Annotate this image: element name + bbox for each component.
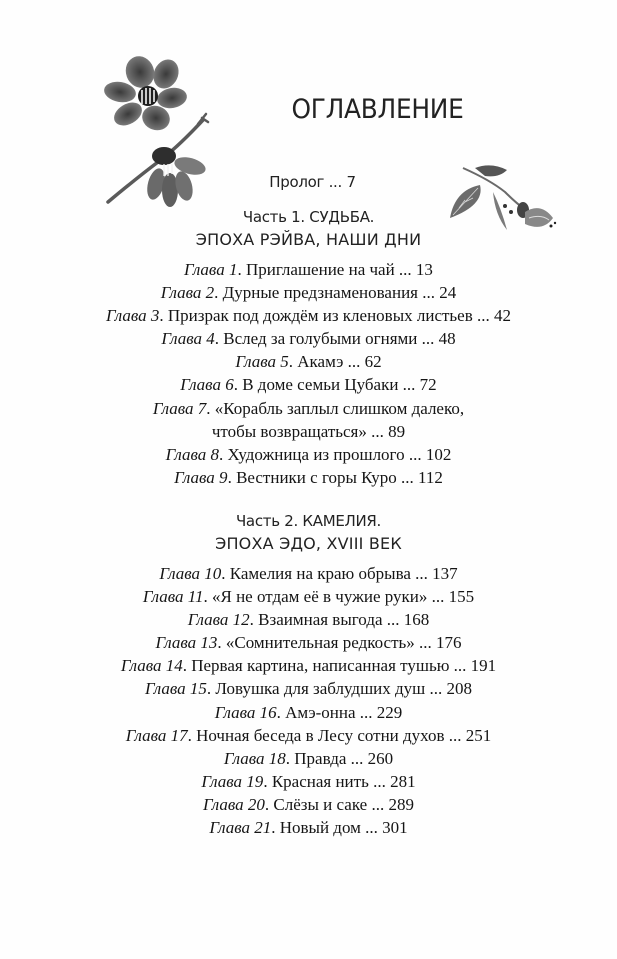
- chapter-entry[interactable]: Глава 6. В доме семьи Цубаки ... 72: [180, 375, 437, 395]
- chapter-entry[interactable]: Глава 19. Красная нить ... 281: [201, 771, 416, 791]
- chapter-entry[interactable]: Глава 16. Амэ-онна ... 229: [214, 702, 403, 722]
- part-subheading: ЭПОХА ЭДО, XVIII ВЕК: [215, 534, 402, 553]
- chapter-title: Амэ-онна ... 229: [285, 702, 403, 722]
- chapter-label: Глава 8: [165, 444, 220, 464]
- chapter-title: В доме семьи Цубаки ... 72: [242, 375, 437, 395]
- chapter-title: Взаимная выгода ... 168: [258, 610, 430, 630]
- chapter-entry[interactable]: Глава 8. Художница из прошлого ... 102: [165, 444, 452, 464]
- chapter-label: Глава 3: [105, 306, 160, 326]
- chapter-entry[interactable]: Глава 20. Слёзы и саке ... 289: [203, 794, 414, 814]
- chapter-entry[interactable]: Глава 7. «Корабль заплыл слишком далеко, чтобы возвращаться» ... 89: [0, 397, 617, 443]
- chapter-title: Приглашение на чай ... 13: [245, 260, 433, 279]
- chapter-entry[interactable]: Глава 21. Новый дом ... 301: [209, 818, 408, 838]
- chapter-entry[interactable]: Глава 17. Ночная беседа в Лесу сотни духов ... 251: [125, 725, 492, 745]
- chapter-label: Глава 9: [174, 467, 228, 487]
- chapter-label: Глава 20: [203, 794, 265, 814]
- page-title: ОГЛАВЛЕНИЕ: [291, 94, 464, 125]
- chapter-entry[interactable]: Глава 5. Акамэ ... 62: [235, 352, 382, 372]
- chapter-label: Глава 6: [180, 375, 234, 395]
- chapter-label: Глава 13: [155, 633, 218, 653]
- chapter-entry[interactable]: Глава 3. Призрак под дождём из кленовых листьев ... 42: [105, 306, 511, 326]
- chapter-title: «Сомнительная редкость» ... 176: [225, 633, 462, 653]
- chapter-label: Глава 7: [152, 398, 207, 418]
- chapter-title: Первая картина, написанная тушью ... 191: [191, 656, 497, 676]
- chapter-title: Ловушка для заблудших душ ... 208: [215, 679, 473, 699]
- chapter-title: Правда ... 260: [294, 748, 394, 768]
- chapter-entry[interactable]: Глава 14. Первая картина, написанная тушью ... 191: [120, 656, 497, 676]
- chapter-entry[interactable]: Глава 12. Взаимная выгода ... 168: [187, 610, 430, 630]
- chapter-label: Глава 21: [209, 818, 272, 838]
- chapter-entry[interactable]: Глава 4. Вслед за голубыми огнями ... 48: [161, 329, 456, 349]
- chapter-label: Глава 18: [223, 748, 286, 768]
- chapter-title: «Я не отдам её в чужие руки» ... 155: [212, 587, 475, 607]
- part-subheading: ЭПОХА РЭЙВА, НАШИ ДНИ: [195, 230, 422, 249]
- chapter-title: Вслед за голубыми огнями ... 48: [223, 329, 456, 349]
- chapter-label: Глава 2: [160, 283, 215, 303]
- chapter-label: Глава 5: [235, 352, 289, 372]
- toc-part-2: [0, 510, 617, 839]
- chapter-label: Глава 16: [214, 702, 277, 722]
- chapter-label: Глава 17: [125, 725, 188, 745]
- chapter-label: Глава 14: [120, 656, 183, 676]
- chapter-entry[interactable]: Глава 18. Правда ... 260: [223, 748, 394, 768]
- chapter-title: Призрак под дождём из кленовых листьев ... 42: [167, 306, 511, 326]
- part-heading: Часть 1. СУДЬБА.: [242, 208, 375, 226]
- chapter-label: Глава 12: [187, 610, 250, 630]
- chapter-entry[interactable]: Глава 2. Дурные предзнаменования ... 24: [160, 283, 457, 303]
- chapter-title: «Корабль заплыл слишком далеко,: [214, 398, 465, 418]
- chapter-entry[interactable]: Глава 15. Ловушка для заблудших душ ... 208: [144, 679, 473, 699]
- chapter-title-continued: чтобы возвращаться» ... 89: [211, 421, 406, 441]
- chapter-entry[interactable]: Глава 13. «Сомнительная редкость» ... 176: [155, 633, 462, 653]
- chapter-label: Глава 19: [201, 771, 264, 791]
- chapter-title: Вестники с горы Куро ... 112: [236, 467, 443, 487]
- chapter-label: Глава 15: [144, 679, 207, 699]
- chapter-title: Слёзы и саке ... 289: [273, 794, 414, 814]
- part-heading: Часть 2. КАМЕЛИЯ.: [235, 512, 382, 530]
- chapter-entry[interactable]: Глава 1. Приглашение на чай ... 13: [184, 260, 433, 279]
- chapter-title: Ночная беседа в Лесу сотни духов ... 251: [196, 725, 492, 745]
- chapter-title: Камелия на краю обрыва ... 137: [229, 564, 458, 583]
- chapter-entry[interactable]: Глава 11. «Я не отдам её в чужие руки» ... 155: [142, 587, 475, 607]
- chapter-label: Глава 1: [184, 260, 238, 279]
- chapter-label: Глава 11: [142, 587, 204, 607]
- chapter-entry[interactable]: Глава 10. Камелия на краю обрыва ... 137: [159, 564, 458, 583]
- chapter-title: Акамэ ... 62: [297, 352, 382, 372]
- prologue-entry: Пролог ... 7: [269, 173, 356, 191]
- chapter-title: Красная нить ... 281: [271, 771, 416, 791]
- chapter-title: Дурные предзнаменования ... 24: [222, 283, 457, 303]
- chapter-entry[interactable]: Глава 9. Вестники с горы Куро ... 112: [174, 467, 443, 487]
- chapter-label: Глава 10: [159, 564, 222, 583]
- chapter-label: Глава 4: [161, 329, 215, 349]
- chapter-title: Художница из прошлого ... 102: [227, 444, 452, 464]
- toc-part-1: [0, 206, 617, 489]
- chapter-title: Новый дом ... 301: [279, 818, 408, 838]
